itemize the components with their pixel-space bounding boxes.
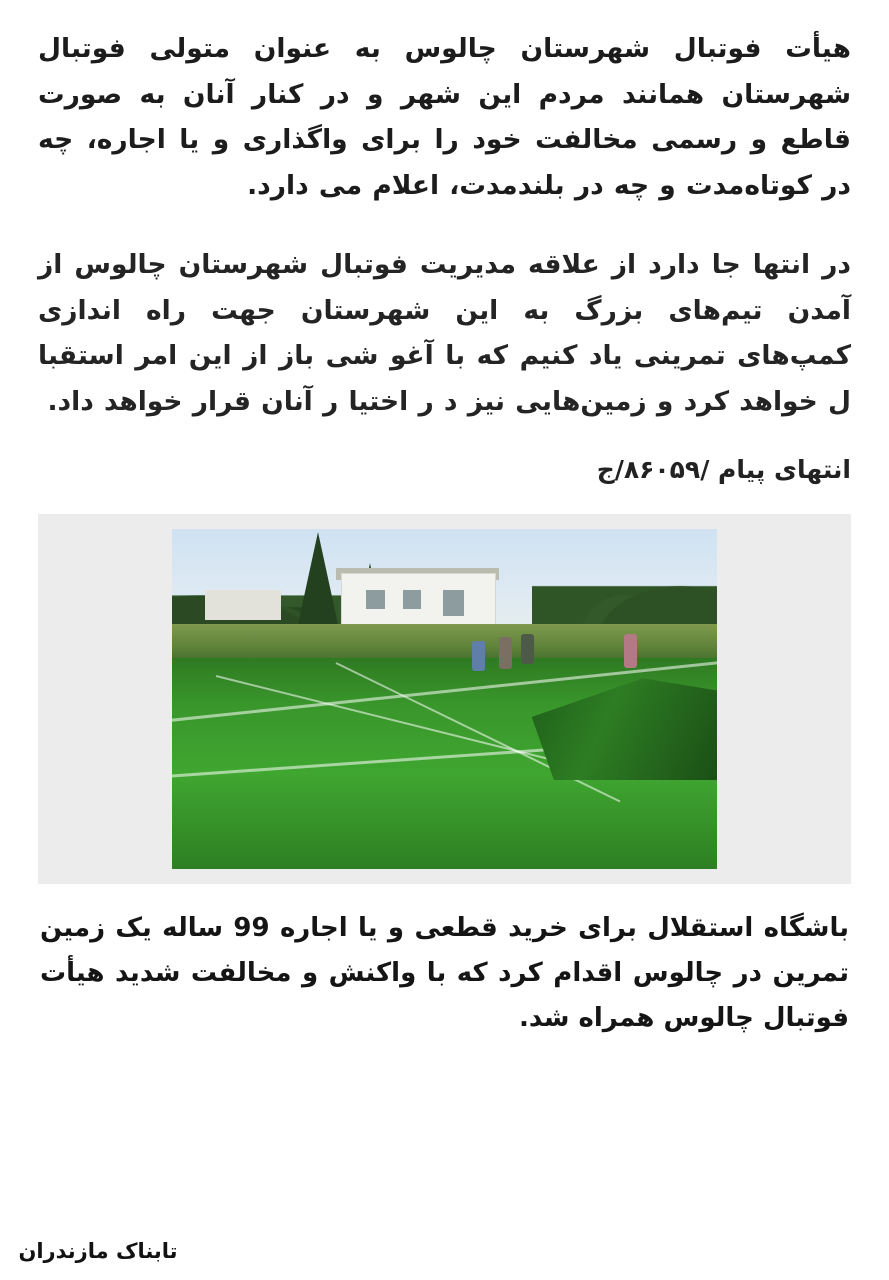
figure-caption-area	[38, 906, 851, 1042]
article-body	[38, 26, 851, 484]
photo-turf-seam	[215, 675, 586, 769]
photo-door	[443, 590, 464, 616]
article-paragraph-1: هیأت فوتبال شهرستان چالوس به عنوان متولی فوتبال شهرستان همانند مردم این شهر و در کنار آنان به صورت قاطع و رسمی مخالفت خود را برای واگذاری و یا اجاره، چه در کوتاه‌مدت و چه در بلندمدت، اعلام می دارد.	[38, 33, 851, 201]
photo-worker	[521, 634, 534, 664]
article-signoff: انتهای پیام /۸۶۰۵۹/ج	[596, 454, 851, 484]
watermark-label: تابناک مازندران	[18, 1239, 178, 1263]
photo-white-building	[341, 573, 496, 629]
photo-window	[366, 590, 384, 608]
photo-window	[403, 590, 421, 608]
article-figure	[38, 514, 851, 884]
figure-caption: باشگاه استقلال برای خرید قطعی و یا اجاره 99 ساله یک زمین تمرین در چالوس اقدام کرد که با واکنش و مخالفت شدید هیأت فوتبال چالوس همراه شد.	[40, 912, 850, 1034]
site-watermark	[14, 1230, 182, 1272]
photo-worker	[624, 634, 637, 668]
photo-worker	[472, 641, 485, 671]
photo-worker	[499, 637, 512, 669]
photo-shed-building	[205, 590, 281, 621]
artificial-turf-installation-photo	[172, 529, 717, 869]
article-paragraph-2: در انتها جا دارد از علاقه مدیریت فوتبال شهرستان چالوس از آمدن تیم‌های بزرگ به این شهرستان جهت راه اندازی کمپ‌های تمرینی یاد کنیم که با آغو شی باز از این امر استقبا ل خواهد کرد و زمین‌هایی نیز د ر اختیا ر آنان قرار خواهد داد.	[38, 249, 851, 418]
